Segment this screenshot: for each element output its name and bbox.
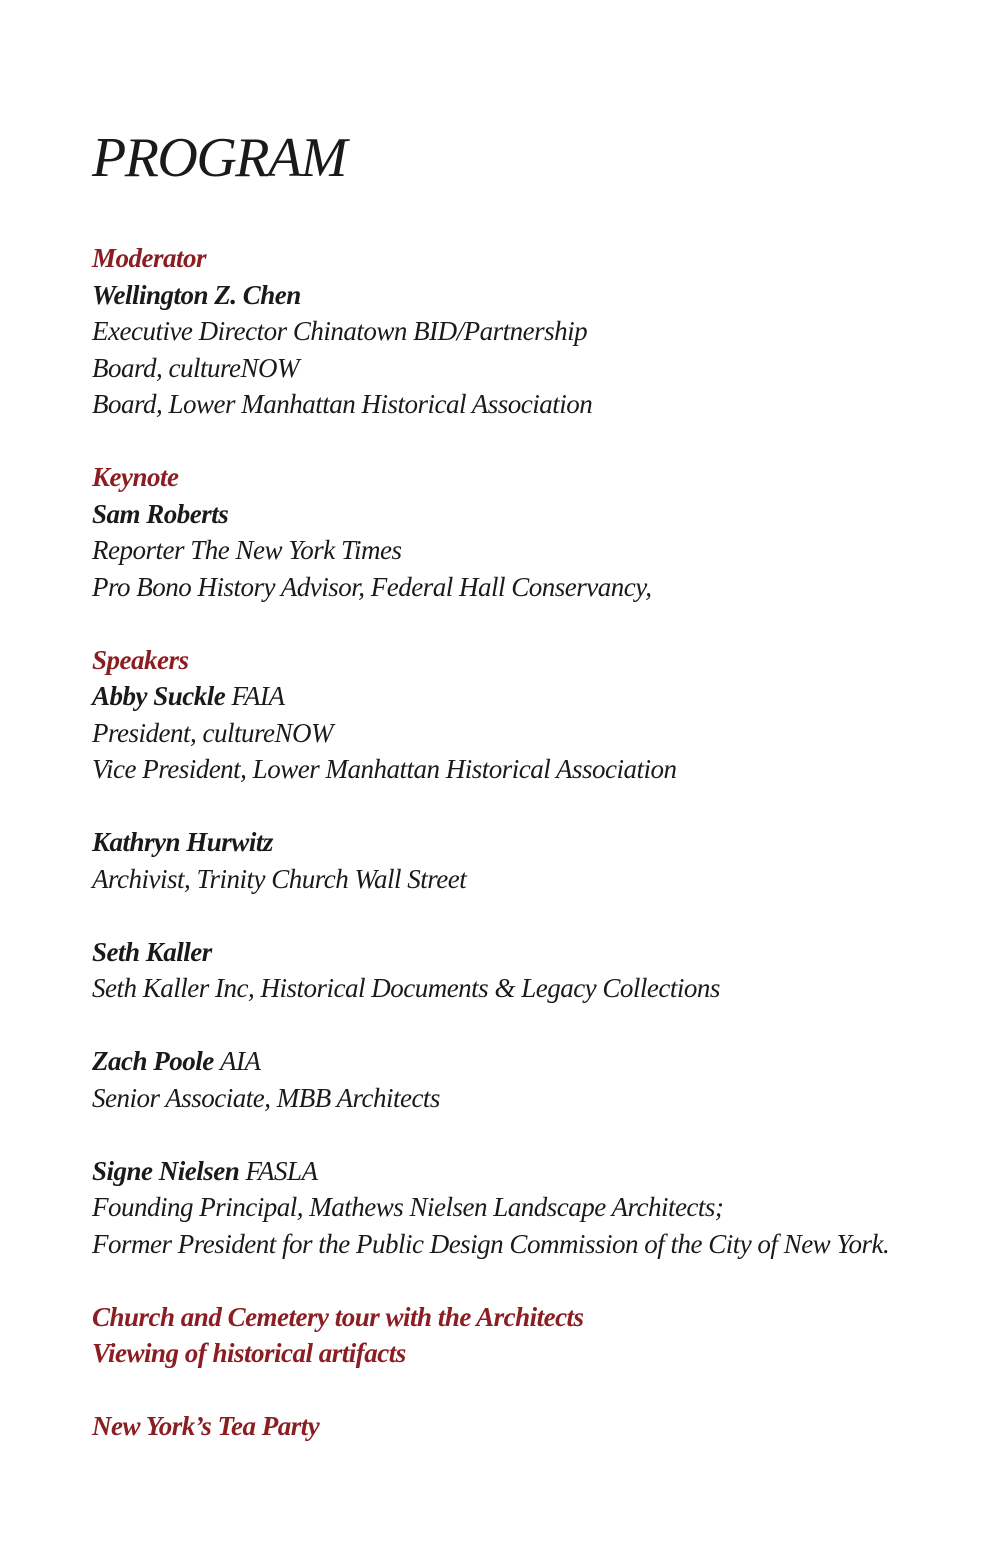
keynote-name: Sam Roberts: [92, 498, 229, 529]
page-title: PROGRAM: [92, 127, 346, 189]
speaker-role: Seth Kaller Inc, Historical Documents & Legacy Collections: [92, 973, 720, 1003]
speaker-role: Former President for the Public Design Commission of the City of New York.: [92, 1228, 890, 1259]
activity-item: Church and Cemetery tour with the Architects: [92, 1301, 584, 1332]
activity-item: Viewing of historical artifacts: [92, 1338, 406, 1368]
speaker-credential: FAIA: [231, 681, 285, 711]
program-page: [92, 128, 982, 1481]
moderator-role: Executive Director Chinatown BID/Partnership: [92, 316, 588, 346]
speaker-signe-nielsen: [92, 1153, 982, 1263]
speaker-role: Vice President, Lower Manhattan Historical Association: [92, 754, 677, 784]
keynote-heading: Keynote: [92, 462, 179, 492]
speaker-kathryn-hurwitz: [92, 824, 982, 897]
speakers-heading: Speakers: [92, 644, 189, 675]
keynote-section: [92, 459, 982, 605]
speaker-role: Founding Principal, Mathews Nielsen Landscape Architects;: [92, 1192, 724, 1222]
speaker-role: Senior Associate, MBB Architects: [92, 1082, 440, 1113]
speaker-zach-poole: [92, 1043, 982, 1116]
speaker-name: Abby Suckle: [92, 681, 226, 711]
moderator-section: [92, 240, 982, 423]
speaker-seth-kaller: [92, 934, 982, 1007]
speaker-credential: FASLA: [245, 1155, 318, 1186]
speaker-role: President, cultureNOW: [92, 717, 333, 748]
moderator-role: Board, Lower Manhattan Historical Association: [92, 389, 593, 419]
moderator-name: Wellington Z. Chen: [92, 279, 301, 310]
moderator-role: Board, cultureNOW: [92, 352, 299, 383]
moderator-heading: Moderator: [92, 243, 207, 273]
keynote-role: Pro Bono History Advisor, Federal Hall Conservancy,: [92, 571, 652, 602]
keynote-role: Reporter The New York Times: [92, 535, 402, 565]
closing-item: New York’s Tea Party: [92, 1411, 320, 1441]
speaker-name: Kathryn Hurwitz: [92, 827, 273, 857]
activities-section: [92, 1299, 982, 1372]
speaker-credential: AIA: [219, 1046, 261, 1076]
speaker-name: Seth Kaller: [92, 936, 212, 967]
closing-section: [92, 1408, 982, 1445]
speaker-role: Archivist, Trinity Church Wall Street: [92, 863, 467, 894]
speaker-name: Zach Poole: [92, 1046, 214, 1076]
speaker-abby-suckle: [92, 642, 982, 788]
speaker-name: Signe Nielsen: [92, 1155, 240, 1186]
